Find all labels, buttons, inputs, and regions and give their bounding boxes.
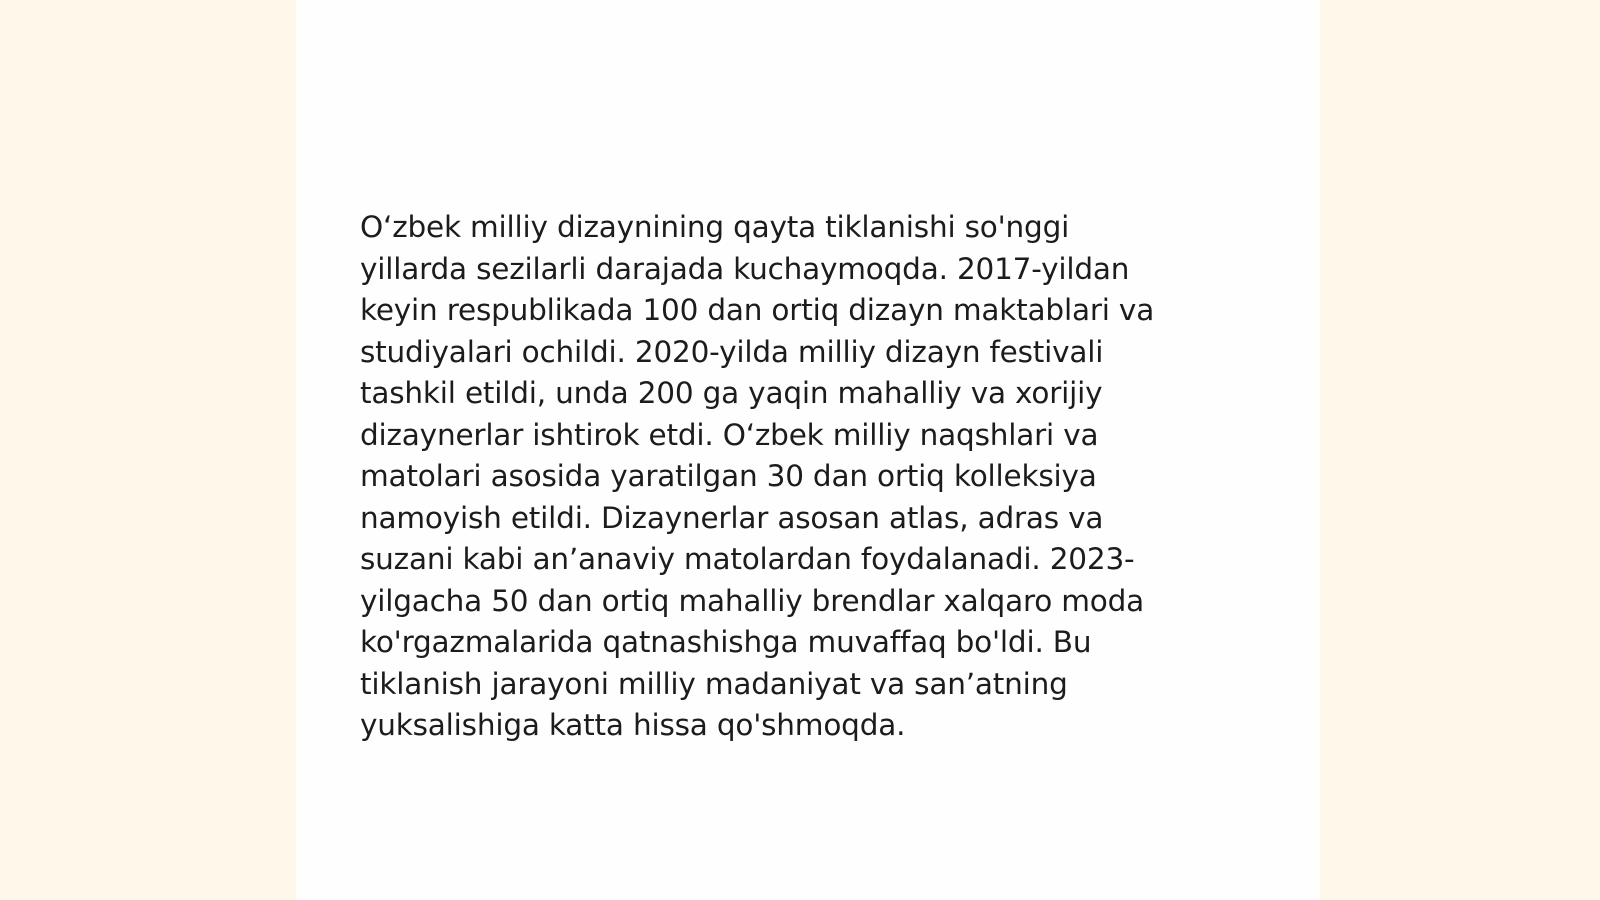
paragraph-line-12: tiklanish jarayoni milliy madaniyat va san’atning <box>360 666 1068 701</box>
paragraph-line-6: dizaynerlar ishtirok etdi. O‘zbek milliy naqshlari va <box>360 417 1099 452</box>
paragraph-line-9: suzani kabi an’anaviy matolardan foydalanadi. 2023- <box>360 542 1135 576</box>
body-paragraph <box>360 207 1260 747</box>
paragraph-line-1: O‘zbek milliy dizaynining qayta tiklanishi so'nggi <box>360 210 1070 244</box>
paragraph-line-3: keyin respublikada 100 dan ortiq dizayn maktablari va <box>360 293 1155 327</box>
paragraph-line-4: studiyalari ochildi. 2020-yilda milliy dizayn festivali <box>360 334 1104 369</box>
paragraph-line-10: yilgacha 50 dan ortiq mahalliy brendlar xalqaro moda <box>360 583 1145 618</box>
paragraph-line-7: matolari asosida yaratilgan 30 dan ortiq kolleksiya <box>360 459 1097 493</box>
paragraph-line-5: tashkil etildi, unda 200 ga yaqin mahalliy va xorijiy <box>360 376 1103 410</box>
paragraph-line-11: ko'rgazmalarida qatnashishga muvaffaq bo'ldi. Bu <box>360 625 1092 659</box>
paragraph-line-8: namoyish etildi. Dizaynerlar asosan atlas, adras va <box>360 500 1104 535</box>
document-page <box>296 0 1320 900</box>
paragraph-line-13: yuksalishiga katta hissa qo'shmoqda. <box>360 708 906 742</box>
paragraph-line-2: yillarda sezilarli darajada kuchaymoqda. 2017-yildan <box>360 251 1130 286</box>
